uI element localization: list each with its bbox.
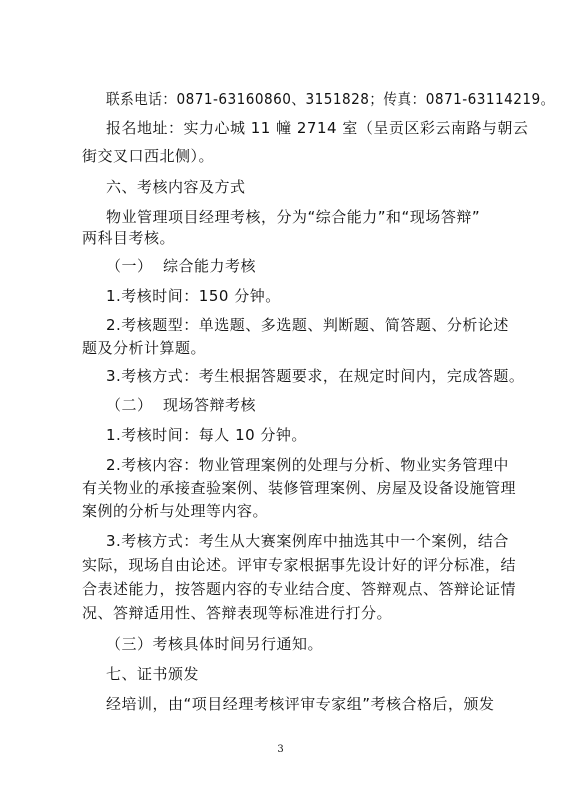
list-item: 1.考核时间：每人 10 分钟。 — [106, 426, 307, 444]
list-item-continuation: 题及分析计算题。 — [82, 339, 207, 357]
list-item-continuation: 况、答辩适用性、答辩表现等标准进行打分。 — [82, 604, 393, 622]
page-number: 3 — [277, 744, 284, 755]
list-item: 2.考核题型：单选题、多选题、判断题、简答题、分析论述 — [106, 316, 509, 334]
section-heading-7: 七、证书颁发 — [106, 665, 200, 683]
paragraph-line: 两科目考核。 — [82, 229, 176, 247]
list-item: 3.考核方式：考生根据答题要求，在规定时间内，完成答题。 — [106, 367, 525, 385]
section-heading-6: 六、考核内容及方式 — [106, 178, 246, 196]
list-item: 3.考核方式：考生从大赛案例库中抽选其中一个案例，结合 — [106, 532, 509, 550]
list-item: 1.考核时间：150 分钟。 — [106, 287, 281, 305]
paragraph-line: 经培训，由“项目经理考核评审专家组”考核合格后，颁发 — [106, 695, 495, 713]
list-item-continuation: 有关物业的承接查验案例、装修管理案例、房屋及设备设施管理 — [82, 479, 517, 497]
registration-address-line: 报名地址：实力心城 11 幢 2714 室（呈贡区彩云南路与朝云 — [106, 119, 529, 137]
registration-address-continuation: 街交叉口西北侧）。 — [82, 147, 215, 165]
list-item-continuation: 案例的分析与处理等内容。 — [82, 502, 269, 520]
paragraph-line: 物业管理项目经理考核，分为“综合能力”和“现场答辩” — [106, 208, 481, 226]
list-item-continuation: 合表述能力，按答题内容的专业结合度、答辩观点、答辩论证情 — [82, 580, 517, 598]
contact-phone-line: 联系电话：0871-63160860、3151828；传真：0871-63114219。 — [106, 90, 555, 108]
subsection-heading-1: （一） 综合能力考核 — [106, 257, 257, 275]
subsection-heading-2: （二） 现场答辩考核 — [106, 396, 257, 414]
list-item: 2.考核内容：物业管理案例的处理与分析、物业实务管理中 — [106, 456, 509, 474]
subsection-heading-3: （三）考核具体时间另行通知。 — [106, 635, 324, 653]
list-item-continuation: 实际，现场自由论述。评审专家根据事先设计好的评分标准，结 — [82, 556, 517, 574]
